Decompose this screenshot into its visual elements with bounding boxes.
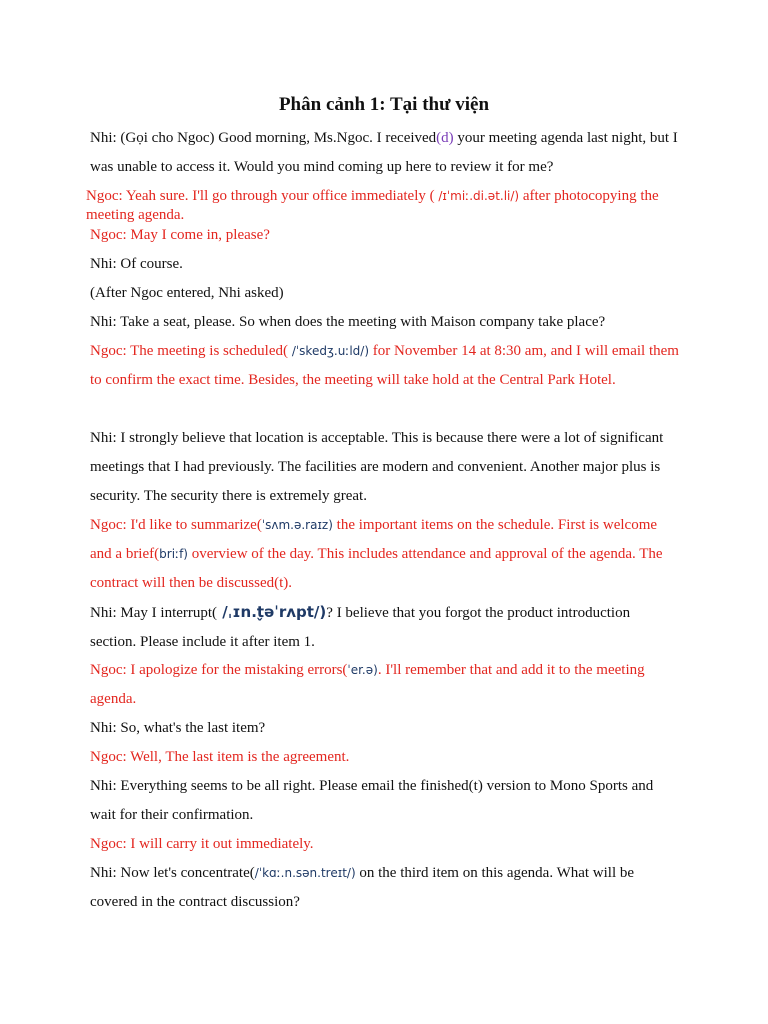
line-text: Ngoc: Yeah sure. I'll go through your office immediately ( (86, 188, 439, 204)
phonetic-note: /ˈkɑː.n.sən.treɪt/) (254, 866, 356, 880)
line-text: Nhi: May I interrupt( (90, 605, 218, 621)
line-text: after photocopying the meeting agenda. (86, 188, 659, 223)
document-title: Phân cảnh 1: Tại thư viện (278, 94, 490, 115)
phonetic-note: /ɪˈmiː.di.ət.li/) (438, 189, 520, 203)
line-text: for November 14 at 8:30 am, and I will email them to confirm the exact time. Besides, the meeting will take hold at the Central Park Hotel. (90, 343, 679, 388)
phonetic-note: ˈer.ə) (347, 663, 378, 677)
dialogue-line-11 (90, 656, 680, 714)
phonetic-note: /ˈskedʒ.uːld/) (288, 344, 370, 358)
line-text: ? I believe that you forgot the product introduction section. Please include it after item 1. (90, 605, 631, 650)
line-text: Ngoc: I'd like to summarize( (90, 517, 262, 533)
dialogue-line-4: Nhi: Of course. (90, 256, 183, 272)
dialogue-line-13: Ngoc: Well, The last item is the agreement. (90, 749, 350, 765)
dialogue-line-1 (90, 124, 680, 182)
phonetic-note: (d) (436, 130, 454, 146)
dialogue-line-2 (86, 187, 686, 225)
line-text: Ngoc: I apologize for the mistaking errors( (90, 662, 348, 678)
line-text: your meeting agenda last night, but I was unable to access it. Would you mind coming up here to review it for me? (90, 130, 678, 175)
dialogue-line-12: Nhi: So, what's the last item? (90, 720, 266, 736)
line-text: . I'll remember that and add it to the meeting agenda. (90, 662, 645, 707)
line-text: Nhi: (Gọi cho Ngoc) Good morning, Ms.Ngoc. I received (90, 130, 437, 146)
phonetic-note: /ˌɪn.t̬əˈrʌpt/) (217, 603, 327, 621)
dialogue-line-7 (90, 337, 680, 395)
dialogue-line-16 (90, 859, 680, 917)
dialogue-line-14: Nhi: Everything seems to be all right. Please email the finished(t) version to Mono Sports and wait for their confirmation. (90, 778, 654, 823)
dialogue-line-9 (90, 511, 680, 598)
line-text: Nhi: Now let's concentrate( (90, 865, 255, 881)
dialogue-line-10 (90, 598, 680, 657)
line-text: the important items on the schedule. First is welcome and a brief( (90, 517, 658, 562)
dialogue-line-8: Nhi: I strongly believe that location is acceptable. This is because there were a lot of significant meetings that I had previously. The facilities are modern and convenient. Another major plus is security. The security there is extremely great. (90, 430, 664, 504)
line-text: on the third item on this agenda. What will be covered in the contract discussion? (90, 865, 635, 910)
phonetic-note: ˈsʌm.ə.raɪz) (261, 518, 333, 532)
dialogue-line-5: (After Ngoc entered, Nhi asked) (90, 285, 284, 301)
line-text: Ngoc: The meeting is scheduled( (90, 343, 289, 359)
line-text: overview of the day. This includes attendance and approval of the agenda. The contract will then be discussed(t). (90, 546, 663, 591)
dialogue-line-3: Ngoc: May I come in, please? (90, 227, 270, 243)
dialogue-line-6: Nhi: Take a seat, please. So when does the meeting with Maison company take place? (90, 314, 606, 330)
dialogue-line-15: Ngoc: I will carry it out immediately. (90, 836, 314, 852)
phonetic-note: briːf) (159, 547, 188, 561)
